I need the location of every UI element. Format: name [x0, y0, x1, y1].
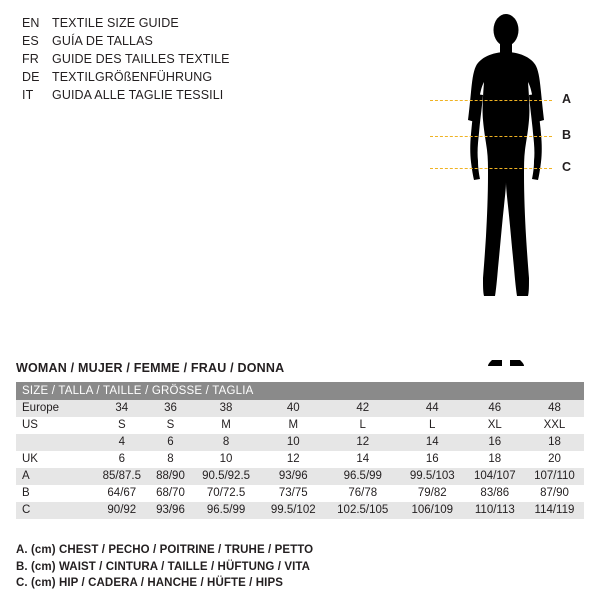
table-cell: 85/87.5: [94, 468, 150, 485]
table-cell: 8: [191, 434, 261, 451]
legend-item-b: B. (cm) WAIST / CINTURA / TAILLE / HÜFTUNG / VITA: [16, 560, 311, 573]
table-row: [16, 468, 584, 485]
table-cell: 40: [261, 400, 326, 417]
table-cell: 4: [94, 434, 150, 451]
table-cell: 114/119: [525, 502, 584, 519]
table-cell: 99.5/103: [400, 468, 465, 485]
row-label: A: [16, 468, 94, 485]
table-cell: 96.5/99: [326, 468, 400, 485]
table-cell: 16: [400, 451, 465, 468]
table-cell: 96.5/99: [191, 502, 261, 519]
language-code: DE: [22, 70, 40, 84]
table-cell: 64/67: [94, 485, 150, 502]
measure-line-a: [430, 100, 552, 101]
measure-line-b: [430, 136, 552, 137]
table-cell: 14: [400, 434, 465, 451]
table-cell: XXL: [525, 417, 584, 434]
table-cell: 76/78: [326, 485, 400, 502]
row-label: C: [16, 502, 94, 519]
table-cell: 88/90: [150, 468, 192, 485]
table-cell: 93/96: [150, 502, 192, 519]
language-header-block: [22, 16, 342, 106]
table-cell: 106/109: [400, 502, 465, 519]
table-cell: 68/70: [150, 485, 192, 502]
row-label: US: [16, 417, 94, 434]
table-cell: 18: [465, 451, 525, 468]
language-code: ES: [22, 34, 39, 48]
table-cell: 83/86: [465, 485, 525, 502]
table-cell: 6: [150, 434, 192, 451]
table-row: [16, 400, 584, 417]
language-code: FR: [22, 52, 39, 66]
language-row: [22, 16, 342, 34]
table-cell: 10: [261, 434, 326, 451]
table-header-label: SIZE / TALLA / TAILLE / GRÖSSE / TAGLIA: [16, 382, 584, 400]
table-cell: 110/113: [465, 502, 525, 519]
table-cell: 12: [261, 451, 326, 468]
language-title: GUÍA DE TALLAS: [52, 34, 153, 48]
table-row: [16, 417, 584, 434]
section-title: WOMAN / MUJER / FEMME / FRAU / DONNA: [16, 361, 285, 375]
table-cell: 104/107: [465, 468, 525, 485]
table-cell: 6: [94, 451, 150, 468]
table-cell: 73/75: [261, 485, 326, 502]
table-cell: 99.5/102: [261, 502, 326, 519]
size-table: [16, 382, 584, 519]
table-cell: 20: [525, 451, 584, 468]
legend-item-a: A. (cm) CHEST / PECHO / POITRINE / TRUHE / PETTO: [16, 544, 314, 556]
language-code: EN: [22, 16, 40, 30]
table-cell: 8: [150, 451, 192, 468]
table-cell: 44: [400, 400, 465, 417]
female-silhouette-icon: [430, 8, 590, 368]
language-title: TEXTILE SIZE GUIDE: [52, 16, 179, 30]
table-cell: XL: [465, 417, 525, 434]
measure-label-a: A: [562, 92, 572, 106]
measure-label-b: B: [562, 128, 572, 142]
table-cell: 12: [326, 434, 400, 451]
table-cell: 46: [465, 400, 525, 417]
table-cell: 18: [525, 434, 584, 451]
legend-item-c: C. (cm) HIP / CADERA / HANCHE / HÜFTE / HIPS: [16, 577, 284, 589]
table-cell: 38: [191, 400, 261, 417]
table-cell: 93/96: [261, 468, 326, 485]
language-row: [22, 34, 342, 52]
table-cell: 10: [191, 451, 261, 468]
table-cell: M: [261, 417, 326, 434]
table-row: [16, 451, 584, 468]
table-header-row: [16, 382, 584, 400]
measure-label-c: C: [562, 160, 572, 174]
table-cell: 36: [150, 400, 192, 417]
table-cell: 42: [326, 400, 400, 417]
language-title: GUIDE DES TAILLES TEXTILE: [52, 52, 230, 66]
table-cell: 90.5/92.5: [191, 468, 261, 485]
table-cell: M: [191, 417, 261, 434]
row-label: B: [16, 485, 94, 502]
table-cell: L: [326, 417, 400, 434]
language-title: GUIDA ALLE TAGLIE TESSILI: [52, 88, 224, 102]
measure-line-c: [430, 168, 552, 169]
table-row: [16, 434, 584, 451]
table-cell: 107/110: [525, 468, 584, 485]
table-cell: 14: [326, 451, 400, 468]
measurement-legend: [16, 542, 516, 592]
table-cell: 16: [465, 434, 525, 451]
table-cell: S: [150, 417, 192, 434]
table-row: [16, 485, 584, 502]
table-cell: S: [94, 417, 150, 434]
table-row: [16, 502, 584, 519]
language-row: [22, 88, 342, 106]
language-code: IT: [22, 88, 34, 102]
language-row: [22, 52, 342, 70]
row-label: Europe: [16, 400, 94, 417]
table-cell: 34: [94, 400, 150, 417]
table-cell: 87/90: [525, 485, 584, 502]
row-label: UK: [16, 451, 94, 468]
table-cell: 48: [525, 400, 584, 417]
table-cell: 70/72.5: [191, 485, 261, 502]
language-row: [22, 70, 342, 88]
body-figure: [430, 8, 590, 368]
table-cell: 90/92: [94, 502, 150, 519]
language-title: TEXTILGRÖßENFÜHRUNG: [52, 70, 213, 84]
table-cell: 79/82: [400, 485, 465, 502]
table-cell: L: [400, 417, 465, 434]
row-label: [16, 434, 94, 451]
table-cell: 102.5/105: [326, 502, 400, 519]
